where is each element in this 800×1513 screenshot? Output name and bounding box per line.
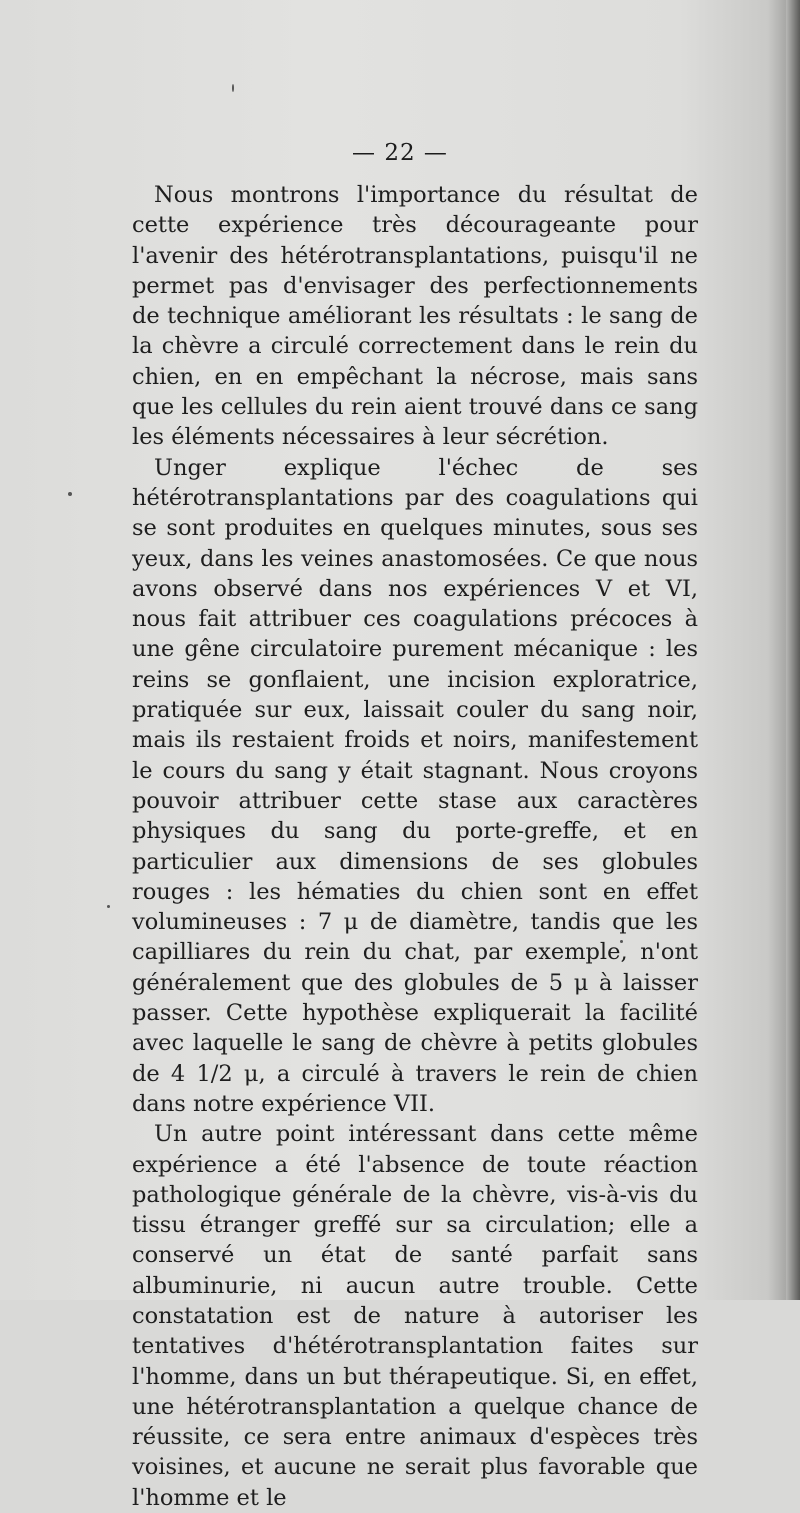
ink-speck — [68, 492, 72, 496]
paragraph-3: Un autre point intéressant dans cette même expérience a été l'absence de toute réaction pathologique générale de la chèvre, vis-à-vis du tissu étranger greffé sur sa circulation; elle a conservé un état de santé parfait sans albuminurie, ni aucun autre trouble. Cette constatation est de nature à autoriser les tentatives d'hétérotransplantation faites sur l'homme, dans un but thérapeutique. Si, en effet, une hétérotransplantation a quelque chance de réussite, ce sera entre animaux d'espèces très voisines, et aucune ne serait plus favorable que l'homme et le — [132, 1121, 698, 1511]
body-text — [132, 180, 698, 1513]
paragraph-1: Nous montrons l'importance du résultat de cette expérience très décourageante pour l'avenir des hétérotransplantations, puisqu'il ne permet pas d'envisager des perfectionnements de technique améliorant les résultats : le sang de la chèvre a circulé correctement dans le rein du chien, en en empêchant la nécrose, mais sans que les cellules du rein aient trouvé dans ce sang les éléments nécessaires à leur sécrétion. — [132, 182, 698, 451]
paragraph-2: Unger explique l'échec de ses hétérotransplantations par des coagulations qui se sont produites en quelques minutes, sous ses yeux, dans les veines anastomosées. Ce que nous avons observé dans nos expériences V et VI, nous fait attribuer ces coagulations précoces à une gêne circulatoire purement mécanique : les reins se gonflaient, une incision exploratrice, pratiquée sur eux, laissait couler du sang noir, mais ils restaient froids et noirs, manifestement le cours du sang y était stagnant. Nous croyons pouvoir attribuer cette stase aux caractères physiques du sang du porte-greffe, et en particulier aux dimensions de ses globules rouges : les hématies du chien sont en effet volumineuses : 7 μ de diamètre, tandis que les capilliares du rein du chat, par exemple, n'ont généralement que des globules de 5 μ à laisser passer. Cette hypothèse expliquerait la facilité avec laquelle le sang de chèvre à petits globules de 4 1/2 μ, a circulé à travers le rein de chien dans notre expérience VII. — [132, 454, 698, 1117]
ink-speck — [232, 84, 234, 92]
page-number: — 22 — — [352, 140, 448, 166]
page-binding-edge — [786, 0, 800, 1300]
ink-speck — [107, 905, 110, 908]
